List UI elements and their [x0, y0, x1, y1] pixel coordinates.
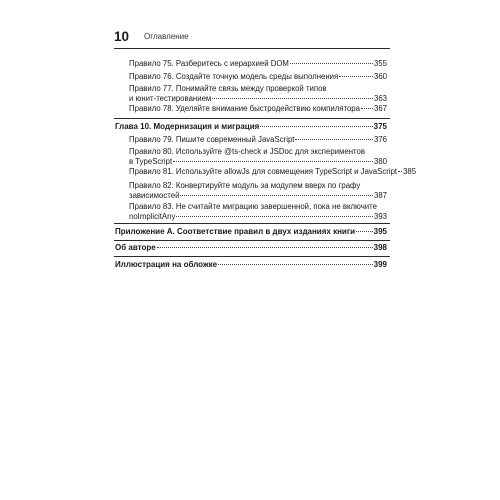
toc-entry-title-line1: Правило 82. Конвертируйте модуль за модулем вверх по графу: [129, 181, 361, 190]
dot-leader: [218, 264, 373, 265]
toc-entry-title: и юнит-тестированием: [129, 93, 212, 103]
toc-entry-rule-77[interactable]: [129, 84, 387, 103]
toc-entry-appendix-a[interactable]: [115, 227, 387, 237]
toc-entry-title-line1: Правило 80. Используйте @ts-check и JSDoc для экспериментов: [129, 147, 365, 156]
page-header: [114, 28, 390, 49]
toc-entry-page: 360: [373, 72, 387, 81]
toc-entry-rule-80[interactable]: [129, 147, 387, 166]
toc-entry-title: Глава 10. Модернизация и миграция: [115, 122, 260, 131]
toc-entry-title: noImplicitAny: [129, 211, 176, 221]
toc-entry-rule-83[interactable]: [129, 202, 387, 221]
dot-leader: [157, 247, 373, 248]
section-divider: [114, 256, 390, 257]
toc-entry-page: 363: [373, 93, 387, 103]
toc-entry-title: Иллюстрация на обложке: [115, 260, 218, 269]
section-divider: [114, 240, 390, 241]
toc-entry-title: Правило 75. Разберитесь с иерархией DOM: [129, 59, 289, 68]
toc-entry-page: 387: [373, 190, 387, 200]
toc-entry-title: Правило 78. Уделяйте внимание быстродействию компилятора: [129, 104, 360, 113]
dot-leader: [290, 63, 373, 64]
toc-entry-title: Правило 79. Пишите современный JavaScript: [129, 135, 295, 144]
toc-entry-title: зависимостей: [129, 190, 180, 200]
dot-leader: [173, 161, 373, 162]
dot-leader: [176, 216, 373, 217]
toc-entry-rule-76[interactable]: [129, 72, 387, 82]
dot-leader: [356, 231, 373, 232]
toc-entry-page: 380: [373, 156, 387, 166]
toc-entry-title-line1: Правило 77. Понимайте связь между проверкой типов: [129, 84, 327, 93]
toc-entry-rule-75[interactable]: [129, 59, 387, 69]
toc-entry-page: 376: [373, 135, 387, 144]
toc-entry-title: Приложение А. Соответствие правил в двух изданиях книги: [115, 227, 356, 236]
toc-entry-page: 395: [373, 227, 387, 236]
toc-entry-page: 375: [373, 122, 387, 131]
toc-entry-rule-79[interactable]: [129, 135, 387, 145]
dot-leader: [260, 126, 372, 127]
toc-entry-cover-illustration[interactable]: [115, 260, 387, 270]
toc-entry-about-author[interactable]: [115, 243, 387, 253]
dot-leader: [398, 171, 402, 172]
toc-entry-title: Правило 81. Используйте allowJs для совмещения TypeScript и JavaScript: [129, 167, 398, 176]
section-divider: [114, 118, 390, 119]
toc-entry-page: 385: [403, 167, 417, 176]
section-divider: [114, 223, 390, 224]
page-number: 10: [114, 29, 130, 44]
dot-leader: [339, 76, 373, 77]
dot-leader: [212, 98, 373, 99]
toc-entry-chapter-10[interactable]: [115, 122, 387, 132]
dot-leader: [295, 139, 373, 140]
toc-entry-title: в TypeScript: [129, 156, 173, 166]
toc-entry-title: Об авторе: [115, 243, 156, 252]
toc-entry-page: 393: [373, 211, 387, 221]
toc-entry-page: 367: [373, 104, 387, 113]
toc-entry-title-line1: Правило 83. Не считайте миграцию завершенной, пока не включите: [129, 202, 377, 211]
toc-entry-page: 399: [373, 260, 387, 269]
dot-leader: [361, 108, 373, 109]
running-title: Оглавление: [144, 32, 189, 41]
toc-entry-page: 355: [373, 59, 387, 68]
toc-entry-rule-82[interactable]: [129, 181, 387, 200]
toc-entry-rule-81[interactable]: [129, 167, 417, 177]
toc-entry-title: Правило 76. Создайте точную модель среды выполнения: [129, 72, 339, 81]
toc-entry-rule-78[interactable]: [129, 104, 387, 114]
dot-leader: [180, 195, 373, 196]
toc-entry-page: 398: [373, 243, 387, 252]
